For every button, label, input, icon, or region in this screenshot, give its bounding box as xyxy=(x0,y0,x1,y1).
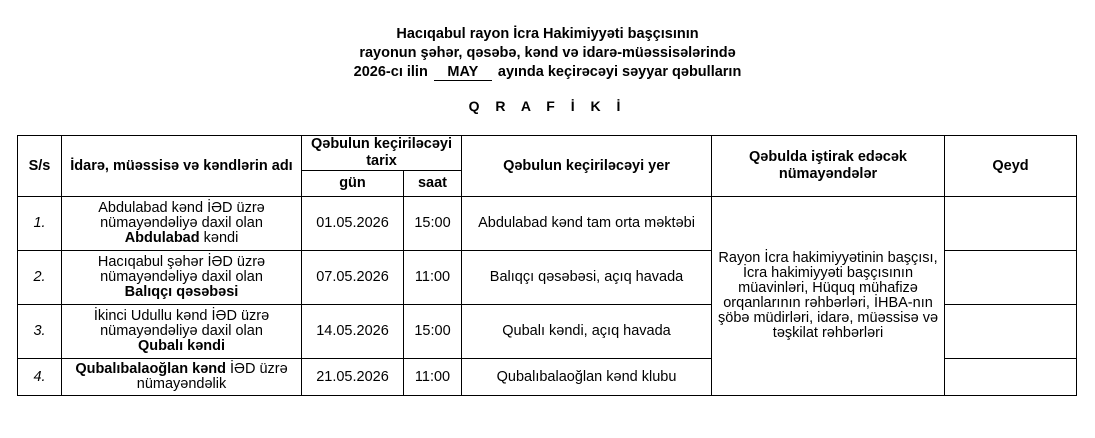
org-suffix: İƏD üzrə nümayəndəlik xyxy=(136,361,288,392)
row-time: 15:00 xyxy=(404,305,462,359)
row-time: 11:00 xyxy=(404,251,462,305)
header-date-group: Qəbulun keçiriləcəyi tarix xyxy=(302,136,462,171)
org-bold: Qubalı kəndi xyxy=(137,338,225,354)
header-participants: Qəbulda iştirak edəcək nümayəndələr xyxy=(712,136,945,197)
heading-line-3-suffix: ayında keçirəcəyi səyyar qəbulların xyxy=(497,64,742,80)
row-note xyxy=(945,251,1077,305)
header-ss: S/s xyxy=(18,136,62,197)
org-bold: Abdulabad xyxy=(124,230,200,246)
row-time: 15:00 xyxy=(404,197,462,251)
row-number: 3. xyxy=(18,305,62,359)
row-place: Abdulabad kənd tam orta məktəbi xyxy=(462,197,712,251)
table-row xyxy=(18,197,1077,251)
schedule-table xyxy=(17,135,1077,396)
heading-month: MAY xyxy=(434,65,492,81)
participants-cell: Rayon İcra hakimiyyətinin başçısı, İcra hakimiyyəti başçısının müavinləri, Hüquq mühafizə orqanlarının rəhbərləri, İHBA-nın şöbə müdirləri, idarə, müəssisə və təşkilat rəhbərləri xyxy=(712,197,945,396)
header-place: Qəbulun keçiriləcəyi yer xyxy=(462,136,712,197)
header-day: gün xyxy=(302,171,404,197)
row-date: 21.05.2026 xyxy=(302,359,404,396)
document-subtitle: Q R A F İ K İ xyxy=(468,98,627,114)
org-bold: Balıqçı qəsəbəsi xyxy=(124,284,239,300)
heading-year: 2026-cı ilin xyxy=(353,64,428,80)
row-org xyxy=(62,305,302,359)
org-prefix: İkinci Udullu kənd İƏD üzrə nümayəndəliyə daxil olan xyxy=(93,308,270,339)
org-suffix: kəndi xyxy=(203,230,239,246)
row-org xyxy=(62,251,302,305)
row-number: 1. xyxy=(18,197,62,251)
header-time: saat xyxy=(404,171,462,197)
row-place: Balıqçı qəsəbəsi, açıq havada xyxy=(462,251,712,305)
document-heading xyxy=(0,25,1095,82)
row-note xyxy=(945,197,1077,251)
row-number: 4. xyxy=(18,359,62,396)
heading-line-3 xyxy=(0,63,1095,82)
row-note xyxy=(945,305,1077,359)
row-date: 07.05.2026 xyxy=(302,251,404,305)
org-bold: Qubalıbalaoğlan kənd xyxy=(75,361,226,377)
row-note xyxy=(945,359,1077,396)
row-date: 01.05.2026 xyxy=(302,197,404,251)
row-place: Qubalı kəndi, açıq havada xyxy=(462,305,712,359)
row-time: 11:00 xyxy=(404,359,462,396)
org-prefix: Hacıqabul şəhər İƏD üzrə nümayəndəliyə daxil olan xyxy=(97,254,266,285)
org-prefix: Abdulabad kənd İƏD üzrə nümayəndəliyə daxil olan xyxy=(98,200,265,231)
heading-line-1: Hacıqabul rayon İcra Hakimiyyəti başçısının xyxy=(396,26,699,42)
header-note: Qeyd xyxy=(945,136,1077,197)
table-header-row xyxy=(18,136,1077,171)
row-org xyxy=(62,197,302,251)
row-place: Qubalıbalaoğlan kənd klubu xyxy=(462,359,712,396)
row-date: 14.05.2026 xyxy=(302,305,404,359)
row-org xyxy=(62,359,302,396)
row-number: 2. xyxy=(18,251,62,305)
header-org: İdarə, müəssisə və kəndlərin adı xyxy=(62,136,302,197)
heading-line-2: rayonun şəhər, qəsəbə, kənd və idarə-müəssisələrində xyxy=(359,45,736,61)
